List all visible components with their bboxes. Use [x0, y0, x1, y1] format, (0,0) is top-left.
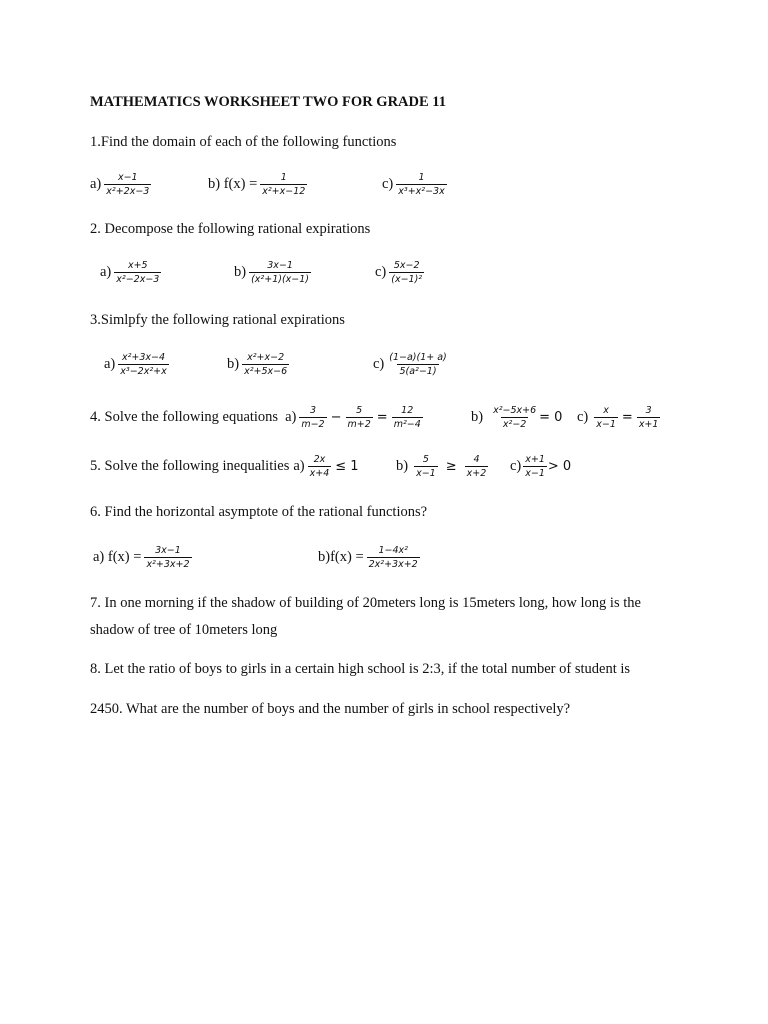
numerator: x²−5x+6	[493, 405, 537, 416]
numerator: x−1	[117, 172, 138, 183]
q5-part-b	[396, 454, 488, 479]
denominator: x³−2x²+x	[120, 366, 167, 377]
denominator: m−2	[301, 419, 325, 430]
numerator: 5	[422, 454, 429, 465]
equals-operator: =	[621, 410, 633, 425]
q3-c-label: c)	[373, 356, 385, 372]
numerator: 3	[309, 405, 316, 416]
denominator: x−1	[525, 468, 545, 479]
numerator: 12	[401, 405, 414, 416]
q5-part-c	[510, 454, 572, 479]
q5-c-rhs: > 0	[547, 459, 572, 474]
q2-c-label: c)	[375, 264, 387, 280]
q2-part-c	[375, 260, 424, 285]
q3-part-c	[373, 352, 449, 377]
q5-a-label: a)	[293, 458, 305, 474]
q4-c-label: c)	[577, 409, 589, 425]
q5-b-fraction-1	[414, 454, 438, 479]
q4-a-label: a)	[285, 409, 297, 425]
q2-a-label: a)	[100, 264, 112, 280]
denominator: (x−1)²	[391, 274, 423, 285]
q3-part-a	[104, 352, 169, 377]
q4-b-fraction	[491, 405, 538, 430]
denominator: x²+5x−6	[244, 366, 288, 377]
numerator: 3x−1	[267, 260, 293, 271]
q6-part-b	[318, 545, 420, 570]
denominator: 2x²+3x+2	[368, 559, 418, 570]
numerator: 1	[280, 172, 287, 183]
q1-c-label: c)	[382, 176, 394, 192]
q3-c-fraction	[387, 352, 449, 377]
denominator: x−1	[416, 468, 436, 479]
denominator: x²+x−12	[262, 186, 306, 197]
q4-part-b	[471, 405, 563, 430]
denominator: (x²+1)(x−1)	[251, 274, 309, 285]
q1-part-b	[208, 172, 307, 197]
q4-c-fraction-2	[637, 405, 661, 430]
q6-a-label: a) f(x) =	[93, 549, 142, 565]
q5-b-label: b)	[396, 458, 409, 474]
q4-b-rhs: = 0	[539, 410, 563, 425]
numerator: 5	[356, 405, 363, 416]
q4-a-fraction-2	[346, 405, 373, 430]
numerator: 2x	[313, 454, 326, 465]
q4-part-c	[577, 405, 660, 430]
q3-a-label: a)	[104, 356, 116, 372]
q6-b-fraction	[367, 545, 420, 570]
denominator: x²+3x+2	[146, 559, 190, 570]
equals-operator: =	[376, 410, 388, 425]
question-5-text: 5. Solve the following inequalities	[90, 458, 290, 474]
q6-a-fraction	[144, 545, 191, 570]
q5-c-label: c)	[510, 458, 522, 474]
q4-c-fraction-1	[594, 405, 618, 430]
q5-a-fraction	[308, 454, 332, 479]
q5-b-fraction-2	[465, 454, 489, 479]
q1-b-label: b) f(x) =	[208, 176, 258, 192]
q2-part-b	[234, 260, 311, 285]
q2-c-fraction	[389, 260, 424, 285]
q6-part-a	[93, 545, 192, 570]
q2-b-label: b)	[234, 264, 247, 280]
q5-c-fraction	[523, 454, 547, 479]
q3-b-label: b)	[227, 356, 240, 372]
denominator: 5(a²−1)	[399, 366, 437, 377]
denominator: x²+2x−3	[106, 186, 150, 197]
q4-b-label: b)	[471, 409, 484, 425]
question-2-text: 2. Decompose the following rational expirations	[90, 221, 371, 237]
q4-a-fraction-3	[392, 405, 423, 430]
denominator: x²−2x−3	[116, 274, 160, 285]
q3-part-b	[227, 352, 289, 377]
numerator: x	[603, 405, 609, 416]
q5-a-rhs: ≤ 1	[335, 459, 359, 474]
question-7-line-1: 7. In one morning if the shadow of building of 20meters long is 15meters long, how long is the	[90, 595, 641, 611]
numerator: x+5	[127, 260, 148, 271]
denominator: x²−2	[502, 419, 527, 430]
q1-b-fraction	[260, 172, 307, 197]
question-4-text: 4. Solve the following equations	[90, 409, 279, 425]
q2-part-a	[100, 260, 161, 285]
numerator: 1	[418, 172, 425, 183]
question-7-line-2: shadow of tree of 10meters long	[90, 622, 278, 638]
numerator: x²+x−2	[247, 352, 285, 363]
numerator: 1−4x²	[378, 545, 408, 556]
numerator: 4	[473, 454, 480, 465]
q1-part-c	[382, 172, 447, 197]
q1-part-a	[90, 172, 151, 197]
q6-b-label: b)f(x) =	[318, 549, 364, 565]
numerator: 3	[645, 405, 652, 416]
question-8-line-1: 8. Let the ratio of boys to girls in a certain high school is 2:3, if the total number of student is	[90, 661, 631, 677]
q5-line	[90, 454, 363, 479]
denominator: m²−4	[393, 419, 421, 430]
q4-line	[90, 405, 423, 430]
question-6-text: 6. Find the horizontal asymptote of the rational functions?	[90, 504, 428, 520]
question-8-line-2: 2450. What are the number of boys and the number of girls in school respectively?	[90, 701, 571, 717]
minus-operator: −	[330, 410, 342, 425]
worksheet-title: MATHEMATICS WORKSHEET TWO FOR GRADE 11	[90, 94, 446, 110]
denominator: x+4	[309, 468, 330, 479]
q2-b-fraction	[249, 260, 311, 285]
numerator: x+1	[525, 454, 545, 465]
denominator: x+2	[466, 468, 487, 479]
denominator: m+2	[347, 419, 371, 430]
q1-a-label: a)	[90, 176, 102, 192]
question-3-text: 3.Simlpfy the following rational expirations	[90, 312, 345, 328]
denominator: x−1	[596, 419, 616, 430]
numerator: 5x−2	[393, 260, 420, 271]
denominator: x+1	[638, 419, 659, 430]
q3-b-fraction	[242, 352, 289, 377]
numerator: x²+3x−4	[121, 352, 166, 363]
q3-a-fraction	[118, 352, 168, 377]
q2-a-fraction	[114, 260, 161, 285]
q1-c-fraction	[396, 172, 446, 197]
q1-a-fraction	[104, 172, 151, 197]
question-1-text: 1.Find the domain of each of the following functions	[90, 134, 397, 150]
numerator: 3x−1	[155, 545, 181, 556]
q4-a-fraction-1	[299, 405, 326, 430]
denominator: x³+x²−3x	[398, 186, 445, 197]
numerator: (1−a)(1+ a)	[389, 352, 447, 363]
geq-operator: ≥	[445, 459, 457, 474]
